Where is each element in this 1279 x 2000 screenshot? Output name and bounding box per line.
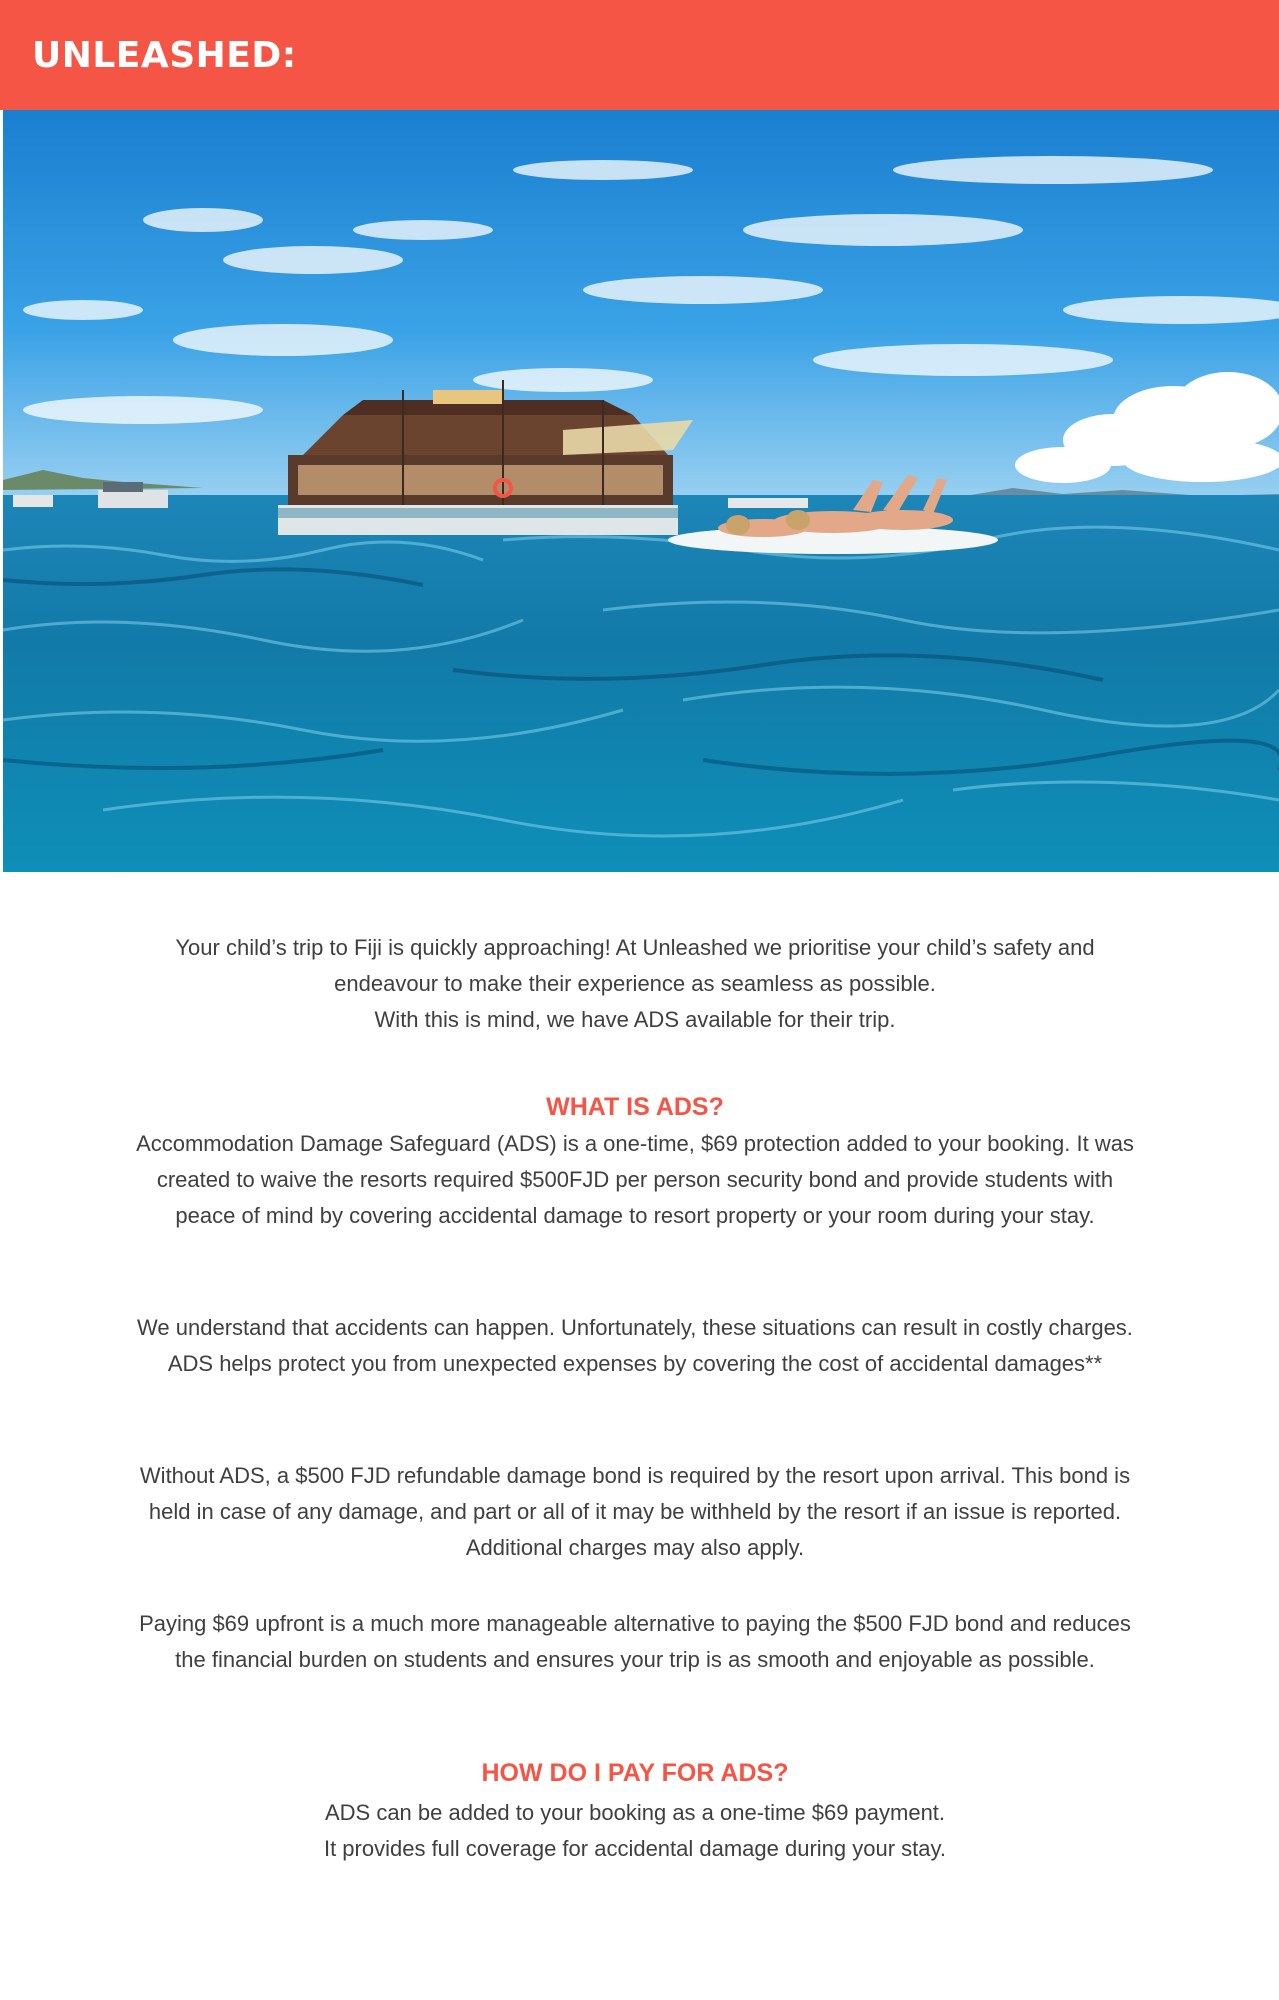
how-to-pay-heading: HOW DO I PAY FOR ADS? [481,1759,789,1787]
ads-bond [130,1458,1140,1566]
intro-paragraph-2: With this is mind, we have ADS available for their trip. [374,1007,896,1032]
what-is-ads-heading: WHAT IS ADS? [546,1093,724,1121]
payment-line-2: It provides full coverage for accidental damage during your stay. [323,1836,947,1861]
ads-paragraph-4: Paying $69 upfront is a much more manageable alternative to paying the $500 FJD bond and reduces the financial burden on students and ensures your trip is as smooth and enjoyable as possible. [139,1611,1131,1672]
ads-paragraph-3: Without ADS, a $500 FJD refundable damage bond is required by the resort upon arrival. This bond is held in case of any damage, and part or all of it may be withheld by the resort if an issue is reported. Additional charges may also apply. [139,1463,1131,1560]
unleashed-logo[interactable]: UNLEASHED: [32,35,297,76]
ads-accidents [130,1310,1140,1382]
payment-line-1: ADS can be added to your booking as a one-time $69 payment. [324,1800,946,1825]
ads-description [130,1126,1140,1234]
ads-paragraph-1: Accommodation Damage Safeguard (ADS) is a one-time, $69 protection added to your booking. It was created to waive the resorts required $500FJD per person security bond and provide students with peace of mind by covering accidental damage to resort property or your room during your stay. [136,1131,1134,1228]
payment-info [130,1795,1140,1867]
intro-text [130,930,1140,1038]
intro-paragraph: Your child’s trip to Fiji is quickly approaching! At Unleashed we prioritise your child’s safety and endeavour to make their experience as seamless as possible. [175,935,1095,996]
hero-image [3,110,1279,872]
ads-upfront [130,1606,1140,1678]
header-banner [0,0,1279,110]
ads-paragraph-2: We understand that accidents can happen. Unfortunately, these situations can result in costly charges. ADS helps protect you from unexpected expenses by covering the cost of accidental damages** [137,1315,1133,1376]
